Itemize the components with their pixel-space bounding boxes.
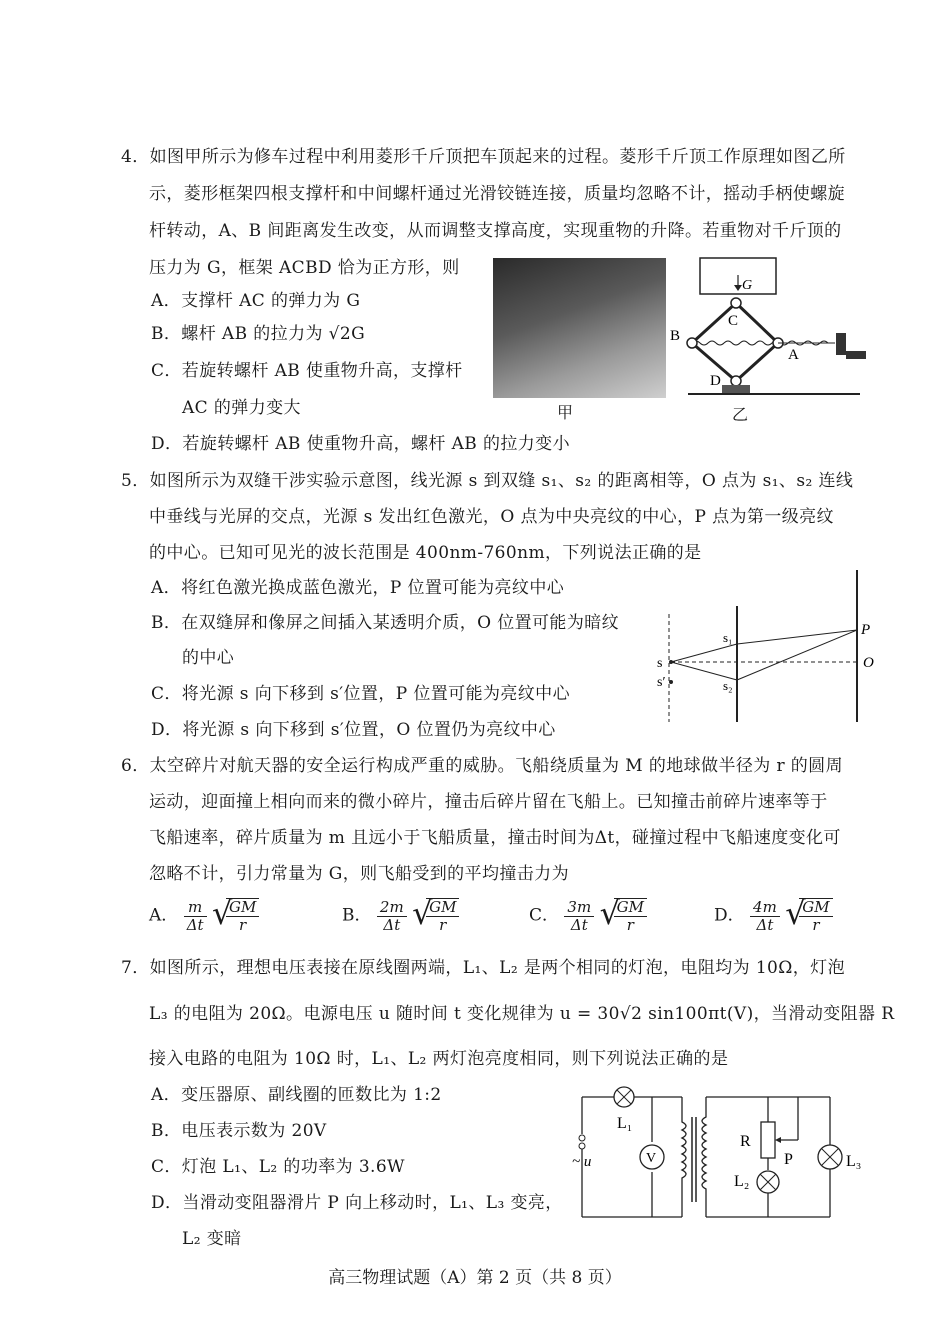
label-s: s bbox=[657, 656, 663, 671]
q7-option-d-cont: L₂ 变暗 bbox=[182, 1229, 242, 1249]
label-V: V bbox=[646, 1151, 657, 1166]
label-O: O bbox=[863, 655, 874, 671]
q5-option-b-cont: 的中心 bbox=[182, 648, 235, 668]
q4-stem-line3: 杆转动，A、B 间距离发生改变，从而调整支撑高度，实现重物的升降。若重物对千斤顶的 bbox=[149, 221, 842, 241]
q5-option-d[interactable]: D．将光源 s 向下移到 s′位置，O 位置仍为亮纹中心 bbox=[151, 720, 556, 740]
q6-option-c[interactable]: C． $\frac{3m}{\Delta t}$ √ $\frac{GM}{r}$ bbox=[529, 898, 647, 934]
rod-CA bbox=[736, 303, 778, 343]
label-P: P bbox=[861, 622, 871, 638]
primary-coil bbox=[682, 1097, 686, 1217]
q6-stem-line1: 6．太空碎片对航天器的安全运行构成严重的威胁。飞船绕质量为 M 的地球做半径为 r 的圆周 bbox=[121, 753, 843, 779]
q6-b-fraction: $\frac{2m}{\Delta t}$ bbox=[377, 899, 407, 934]
q6-option-a[interactable]: A． $\frac{m}{\Delta t}$ √ $\frac{GM}{r}$ bbox=[149, 898, 259, 934]
q6-b-sqrt: √ $\frac{GM}{r}$ bbox=[412, 898, 459, 934]
label-B: B bbox=[670, 328, 681, 344]
jack-diagram bbox=[670, 255, 880, 425]
label-P: P bbox=[784, 1151, 793, 1168]
q6-option-d[interactable]: D． $\frac{4m}{\Delta t}$ √ $\frac{GM}{r}$ bbox=[714, 898, 833, 934]
ray-s-s1 bbox=[671, 644, 737, 662]
label-L2: L₂ bbox=[734, 1173, 750, 1190]
rod-AD bbox=[736, 343, 778, 381]
hinge-B bbox=[687, 338, 697, 348]
q4-option-c[interactable]: C．若旋转螺杆 AB 使重物升高，支撑杆 bbox=[151, 361, 463, 381]
hinge-D bbox=[731, 376, 741, 386]
hinge-C bbox=[731, 298, 741, 308]
q7-option-b[interactable]: B．电压表示数为 20V bbox=[151, 1121, 327, 1141]
q4-option-d[interactable]: D．若旋转螺杆 AB 使重物升高，螺杆 AB 的拉力变小 bbox=[151, 434, 570, 454]
double-slit-diagram bbox=[655, 570, 885, 730]
transformer-circuit bbox=[572, 1082, 872, 1227]
label-G: G bbox=[742, 278, 753, 293]
terminal-top bbox=[579, 1135, 585, 1141]
q6-d-sqrt: √ $\frac{GM}{r}$ bbox=[785, 898, 832, 934]
q4-option-b[interactable]: B．螺杆 AB 的拉力为 √2G bbox=[151, 324, 366, 344]
q4-number: 4． bbox=[121, 147, 150, 167]
q6-stem-line2: 运动，迎面撞上相向而来的微小碎片，撞击后碎片留在飞船上。已知撞击前碎片速率等于 bbox=[149, 792, 828, 812]
q5-option-c[interactable]: C．将光源 s 向下移到 s′位置，P 位置可能为亮纹中心 bbox=[151, 684, 570, 704]
q6-c-fraction: $\frac{3m}{\Delta t}$ bbox=[564, 899, 594, 934]
q6-stem-line3: 飞船速率，碎片质量为 m 且远小于飞船质量，撞击时间为Δt，碰撞过程中飞船速度变化可 bbox=[149, 828, 841, 848]
q4-option-a[interactable]: A．支撑杆 AC 的弹力为 G bbox=[151, 291, 361, 311]
q4-option-c-cont: AC 的弹力变大 bbox=[182, 398, 301, 418]
handle-grip bbox=[836, 333, 846, 355]
force-arrowhead bbox=[734, 285, 742, 291]
q5-option-a[interactable]: A．将红色激光换成蓝色激光，P 位置可能为亮纹中心 bbox=[151, 578, 565, 598]
q6-number: 6． bbox=[121, 756, 150, 776]
label-R: R bbox=[740, 1133, 751, 1150]
slider-arrowhead bbox=[775, 1137, 781, 1143]
label-s-prime: s′ bbox=[657, 675, 666, 690]
label-u: ~ u bbox=[572, 1154, 592, 1170]
secondary-coil bbox=[702, 1097, 706, 1217]
q7-option-a[interactable]: A．变压器原、副线圈的匝数比为 1:2 bbox=[151, 1085, 442, 1105]
q6-stem-line4: 忽略不计，引力常量为 G，则飞船受到的平均撞击力为 bbox=[149, 864, 569, 884]
q5-stem-line1: 5．如图所示为双缝干涉实验示意图，线光源 s 到双缝 s₁、s₂ 的距离相等，O 点为 s₁、s₂ 连线 bbox=[121, 468, 853, 494]
figure-jia-caption: 甲 bbox=[557, 403, 574, 422]
q5-stem-line2: 中垂线与光屏的交点，光源 s 发出红色激光，O 点为中央亮纹的中心，P 点为第一级亮纹 bbox=[149, 507, 834, 527]
q5-number: 5． bbox=[121, 471, 150, 491]
q7-option-c[interactable]: C．灯泡 L₁、L₂ 的功率为 3.6W bbox=[151, 1157, 405, 1177]
q6-a-sqrt: √ $\frac{GM}{r}$ bbox=[212, 898, 259, 934]
source-s-prime-dot bbox=[669, 680, 673, 684]
q4-stem-line2: 示，菱形框架四根支撑杆和中间螺杆通过光滑铰链连接，质量均忽略不计，摇动手柄使螺旋 bbox=[149, 184, 845, 204]
label-L3: L₃ bbox=[846, 1153, 862, 1170]
q6-a-fraction: $\frac{m}{\Delta t}$ bbox=[184, 899, 207, 934]
label-D: D bbox=[710, 373, 721, 389]
q4-stem-line1: 4．如图甲所示为修车过程中利用菱形千斤顶把车顶起来的过程。菱形千斤顶工作原理如图乙所 bbox=[121, 144, 846, 170]
jack-photo bbox=[493, 258, 666, 398]
q4-stem-line4: 压力为 G，框架 ACBD 恰为正方形，则 bbox=[149, 258, 460, 278]
figure-yi-caption: 乙 bbox=[732, 405, 749, 424]
page-footer: 高三物理试题（A）第 2 页（共 8 页） bbox=[328, 1268, 622, 1288]
q7-number: 7． bbox=[121, 958, 150, 978]
label-s2: s₂ bbox=[723, 678, 733, 693]
q6-d-fraction: $\frac{4m}{\Delta t}$ bbox=[750, 899, 780, 934]
handle-crank bbox=[846, 351, 866, 359]
q7-stem-line1: 7．如图所示，理想电压表接在原线圈两端，L₁、L₂ 是两个相同的灯泡，电阻均为 10Ω，灯泡 bbox=[121, 955, 845, 981]
q6-c-sqrt: √ $\frac{GM}{r}$ bbox=[600, 898, 647, 934]
label-L1: L₁ bbox=[617, 1115, 633, 1132]
q7-stem-line3: 接入电路的电阻为 10Ω 时，L₁、L₂ 两灯泡亮度相同，则下列说法正确的是 bbox=[149, 1049, 729, 1069]
source-s-dot bbox=[669, 660, 673, 664]
label-C: C bbox=[728, 313, 739, 329]
q7-stem-line2: L₃ 的电阻为 20Ω。电源电压 u 随时间 t 变化规律为 u = 30√2 sin100πt(V)，当滑动变阻器 R bbox=[149, 1004, 895, 1024]
label-s1: s₁ bbox=[723, 630, 733, 645]
q5-option-b[interactable]: B．在双缝屏和像屏之间插入某透明介质，O 位置可能为暗纹 bbox=[151, 613, 620, 633]
q5-stem-line3: 的中心。已知可见光的波长范围是 400nm-760nm，下列说法正确的是 bbox=[149, 543, 702, 563]
label-A: A bbox=[788, 347, 799, 363]
terminal-bottom bbox=[579, 1143, 585, 1149]
jack-base bbox=[722, 385, 750, 393]
q7-option-d[interactable]: D．当滑动变阻器滑片 P 向上移动时，L₁、L₃ 变亮， bbox=[151, 1193, 563, 1213]
rheostat-R-icon bbox=[761, 1122, 775, 1158]
q6-option-b[interactable]: B． $\frac{2m}{\Delta t}$ √ $\frac{GM}{r}$ bbox=[342, 898, 459, 934]
